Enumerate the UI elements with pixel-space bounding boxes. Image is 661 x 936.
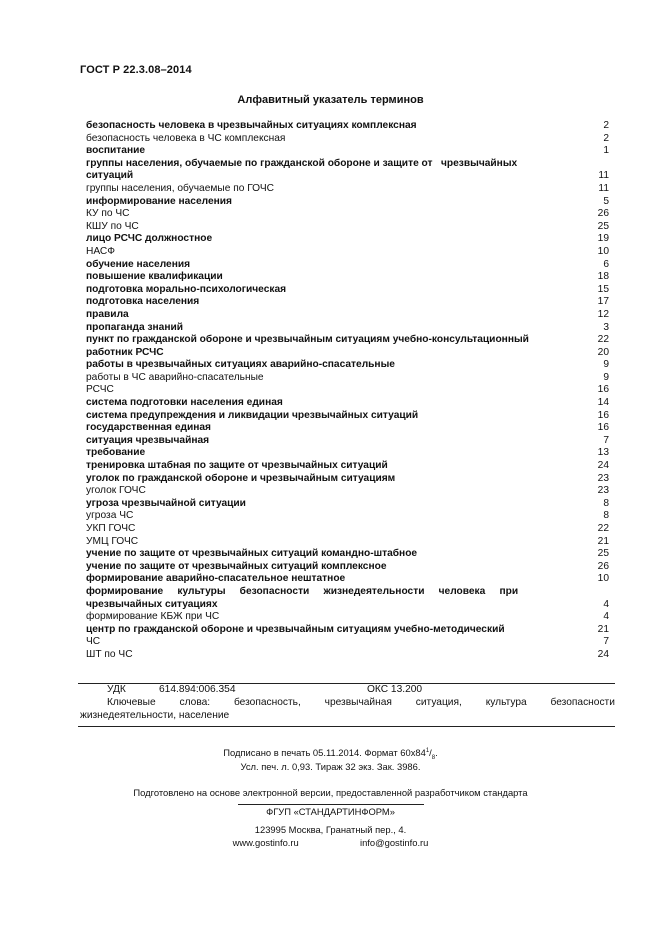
publisher-address: 123995 Москва, Гранатный пер., 4. bbox=[254, 824, 407, 835]
index-page-number: 22 bbox=[597, 334, 609, 346]
index-page-number: 14 bbox=[597, 397, 609, 409]
index-entry bbox=[86, 233, 609, 246]
index-entry bbox=[86, 183, 609, 196]
index-page-number: 26 bbox=[597, 560, 609, 572]
divider-bottom bbox=[78, 726, 615, 727]
index-term: подготовка населения bbox=[86, 296, 200, 308]
index-term: работник РСЧС bbox=[86, 346, 164, 358]
index-entry bbox=[86, 284, 609, 297]
index-entry bbox=[86, 485, 609, 498]
index-entry bbox=[86, 536, 609, 549]
index-entry bbox=[86, 460, 609, 473]
index-page-number: 9 bbox=[603, 359, 609, 371]
index-entry bbox=[86, 599, 609, 612]
index-entry bbox=[86, 548, 609, 561]
format-numerator: 1 bbox=[425, 748, 430, 754]
index-term: КШУ по ЧС bbox=[86, 220, 139, 232]
index-page-number: 24 bbox=[597, 460, 609, 472]
index-entry bbox=[86, 636, 609, 649]
index-term: безопасность человека в чрезвычайных ситуациях комплексная bbox=[86, 120, 417, 131]
oks-code: ОКС 13.200 bbox=[367, 684, 423, 695]
index-term: воспитание bbox=[86, 145, 146, 157]
index-entry bbox=[86, 347, 609, 360]
index-page-number: 2 bbox=[603, 120, 609, 131]
index-page-number: 21 bbox=[597, 535, 609, 547]
index-term: группы населения, обучаемые по ГОЧС bbox=[86, 182, 274, 194]
index-term: УКП ГОЧС bbox=[86, 523, 136, 534]
keywords-line bbox=[80, 697, 615, 710]
index-term: требование bbox=[86, 447, 146, 459]
index-page-number: 13 bbox=[597, 447, 609, 459]
index-term: работы в чрезвычайных ситуациях аварийно-спасательные bbox=[86, 359, 395, 371]
index-page-number: 11 bbox=[598, 182, 609, 194]
index-term: центр по гражданской обороне и чрезвычайным ситуациям учебно-методический bbox=[86, 623, 505, 635]
index-term: УМЦ ГОЧС bbox=[86, 535, 139, 547]
index-entry bbox=[86, 624, 609, 637]
index-page-number: 4 bbox=[603, 598, 609, 610]
index-entry bbox=[86, 410, 609, 423]
signed-line: Подписано в печать 05.11.2014. Формат $60х84^1/_8$. bbox=[223, 747, 438, 761]
index-page-number: 22 bbox=[597, 523, 609, 534]
keywords-continuation: жизнедеятельности, население bbox=[80, 709, 230, 721]
index-page-number: 15 bbox=[597, 283, 609, 295]
index-page-number: 21 bbox=[597, 623, 609, 635]
index-page-number: 17 bbox=[597, 296, 609, 308]
index-entry bbox=[86, 145, 609, 158]
index-term: система подготовки населения единая bbox=[86, 397, 283, 409]
index-page-number: 19 bbox=[597, 233, 609, 245]
index-entry bbox=[86, 133, 609, 146]
index-entry bbox=[86, 510, 609, 523]
email-link[interactable]: info@gostinfo.ru bbox=[359, 837, 429, 848]
index-term: формирование аварийно-спасательное нештатное bbox=[86, 573, 346, 585]
keyword-word: чрезвычайная bbox=[324, 696, 392, 708]
index-entry bbox=[86, 196, 609, 209]
index-term: обучение населения bbox=[86, 258, 191, 270]
index-page-number: 9 bbox=[603, 371, 609, 383]
index-page-number: 16 bbox=[597, 409, 609, 421]
index-entry bbox=[86, 208, 609, 221]
index-page-number: 4 bbox=[603, 611, 609, 623]
index-term: НАСФ bbox=[86, 245, 116, 257]
index-term: безопасность человека в ЧС комплексная bbox=[86, 132, 286, 144]
website-link[interactable]: www.gostinfo.ru bbox=[232, 837, 299, 848]
publisher-contacts bbox=[0, 836, 661, 849]
index-page-number: 5 bbox=[603, 195, 609, 207]
index-entry bbox=[86, 473, 609, 486]
index-term: повышение квалификации bbox=[86, 271, 223, 283]
keyword-word: ситуация, bbox=[415, 696, 462, 708]
index-page-number: 16 bbox=[597, 384, 609, 396]
index-entry bbox=[86, 422, 609, 435]
index-term: учение по защите от чрезвычайных ситуаций комплексное bbox=[86, 560, 387, 572]
index-term: пункт по гражданской обороне и чрезвычайным ситуациям учебно-консультационный bbox=[86, 334, 529, 346]
index-page-number: 12 bbox=[597, 308, 609, 320]
index-term: формирование культуры безопасности жизнедеятельности человека при bbox=[86, 585, 519, 597]
index-term: группы населения, обучаемые по гражданской обороне и защите от чрезвычайных bbox=[86, 157, 518, 169]
index-entry bbox=[86, 561, 609, 574]
index-entry bbox=[86, 523, 609, 536]
keyword-word: слова: bbox=[179, 696, 211, 708]
index-page-number: 10 bbox=[597, 245, 609, 257]
index-entry bbox=[86, 221, 609, 234]
index-page-number: 7 bbox=[603, 636, 609, 648]
index-term: пропаганда знаний bbox=[86, 321, 184, 333]
index-page-number: 1 bbox=[603, 145, 609, 157]
document-code: ГОСТ Р 22.3.08–2014 bbox=[80, 64, 192, 76]
index-page-number: 23 bbox=[597, 485, 609, 497]
print-info: Усл. печ. л. 0,93. Тираж 32 экз. Зак. 3986. bbox=[240, 761, 421, 772]
index-entry bbox=[86, 120, 609, 133]
index-page-number: 26 bbox=[597, 208, 609, 220]
index-page-number: 7 bbox=[603, 434, 609, 446]
index-term: чрезвычайных ситуациях bbox=[86, 598, 218, 610]
format-denominator: 8 bbox=[431, 755, 436, 761]
index-title: Алфавитный указатель терминов bbox=[237, 94, 424, 106]
index-page-number: 2 bbox=[603, 132, 609, 144]
index-term: РСЧС bbox=[86, 384, 114, 396]
index-entry bbox=[86, 372, 609, 385]
index-term: КУ по ЧС bbox=[86, 208, 130, 220]
index-entry bbox=[86, 447, 609, 460]
index-page-number: 8 bbox=[603, 497, 609, 509]
index-entry bbox=[86, 296, 609, 309]
index-page-number: 25 bbox=[597, 220, 609, 232]
index-term: ЧС bbox=[86, 636, 101, 648]
index-term: информирование населения bbox=[86, 195, 232, 207]
index-page-number: 18 bbox=[597, 271, 609, 283]
index-page-number: 16 bbox=[597, 422, 609, 434]
index-entry bbox=[86, 309, 609, 322]
index-term: уголок ГОЧС bbox=[86, 485, 146, 497]
index-term: ситуаций bbox=[86, 170, 134, 182]
index-entry bbox=[86, 498, 609, 511]
index-term: подготовка морально-психологическая bbox=[86, 283, 287, 295]
index-page-number: 11 bbox=[598, 170, 609, 182]
index-entry bbox=[86, 322, 609, 335]
keyword-word: безопасность, bbox=[233, 696, 301, 708]
index-entry bbox=[86, 359, 609, 372]
index-term: угроза чрезвычайной ситуации bbox=[86, 497, 246, 509]
index-page-number: 23 bbox=[597, 472, 609, 484]
index-term: ШТ по ЧС bbox=[86, 648, 133, 660]
index-entry bbox=[86, 397, 609, 410]
index-term: система предупреждения и ликвидации чрезвычайных ситуаций bbox=[86, 409, 419, 421]
prepared-note: Подготовлено на основе электронной версии, предоставленной разработчиком стандарта bbox=[133, 787, 528, 798]
index-entry bbox=[86, 170, 609, 183]
index-entry bbox=[86, 611, 609, 624]
terms-index-list bbox=[86, 120, 609, 662]
index-page-number: 10 bbox=[597, 573, 609, 585]
keyword-word: Ключевые bbox=[107, 696, 156, 708]
index-term: тренировка штабная по защите от чрезвычайных ситуаций bbox=[86, 460, 388, 472]
index-entry bbox=[86, 271, 609, 284]
index-term: государственная единая bbox=[86, 422, 211, 434]
index-entry bbox=[86, 435, 609, 448]
udk-label: УДК bbox=[107, 684, 126, 695]
index-term: работы в ЧС аварийно-спасательные bbox=[86, 371, 264, 383]
index-entry bbox=[86, 649, 609, 662]
index-term: угроза ЧС bbox=[86, 510, 134, 522]
index-page-number: 6 bbox=[603, 258, 609, 270]
index-page-number: 8 bbox=[603, 510, 609, 522]
index-page-number: 25 bbox=[597, 548, 609, 560]
index-term: уголок по гражданской обороне и чрезвычайным ситуациям bbox=[86, 472, 396, 484]
index-term: лицо РСЧС должностное bbox=[86, 233, 213, 245]
index-page-number: 3 bbox=[603, 321, 609, 333]
bibliographic-block bbox=[80, 684, 615, 722]
index-term: ситуация чрезвычайная bbox=[86, 434, 210, 446]
keyword-word: безопасности bbox=[550, 696, 615, 708]
index-entry bbox=[86, 246, 609, 259]
udk-value: 614.894:006.354 bbox=[159, 684, 236, 695]
index-entry bbox=[86, 334, 609, 347]
index-entry bbox=[86, 259, 609, 272]
index-entry bbox=[86, 573, 609, 586]
index-page-number: 24 bbox=[597, 648, 609, 660]
index-term: правила bbox=[86, 308, 129, 320]
index-term: учение по защите от чрезвычайных ситуаций командно-штабное bbox=[86, 548, 418, 560]
index-term: формирование КБЖ при ЧС bbox=[86, 611, 220, 623]
keyword-word: культура bbox=[485, 696, 527, 708]
signed-end: . bbox=[435, 747, 438, 759]
index-entry bbox=[86, 158, 609, 171]
index-entry bbox=[86, 384, 609, 397]
index-page-number: 20 bbox=[597, 346, 609, 358]
signed-text: Подписано в печать 05.11.2014. Формат 60х84 bbox=[223, 747, 426, 759]
publisher-org: ФГУП «СТАНДАРТИНФОРМ» bbox=[266, 806, 395, 817]
index-entry bbox=[86, 586, 609, 599]
